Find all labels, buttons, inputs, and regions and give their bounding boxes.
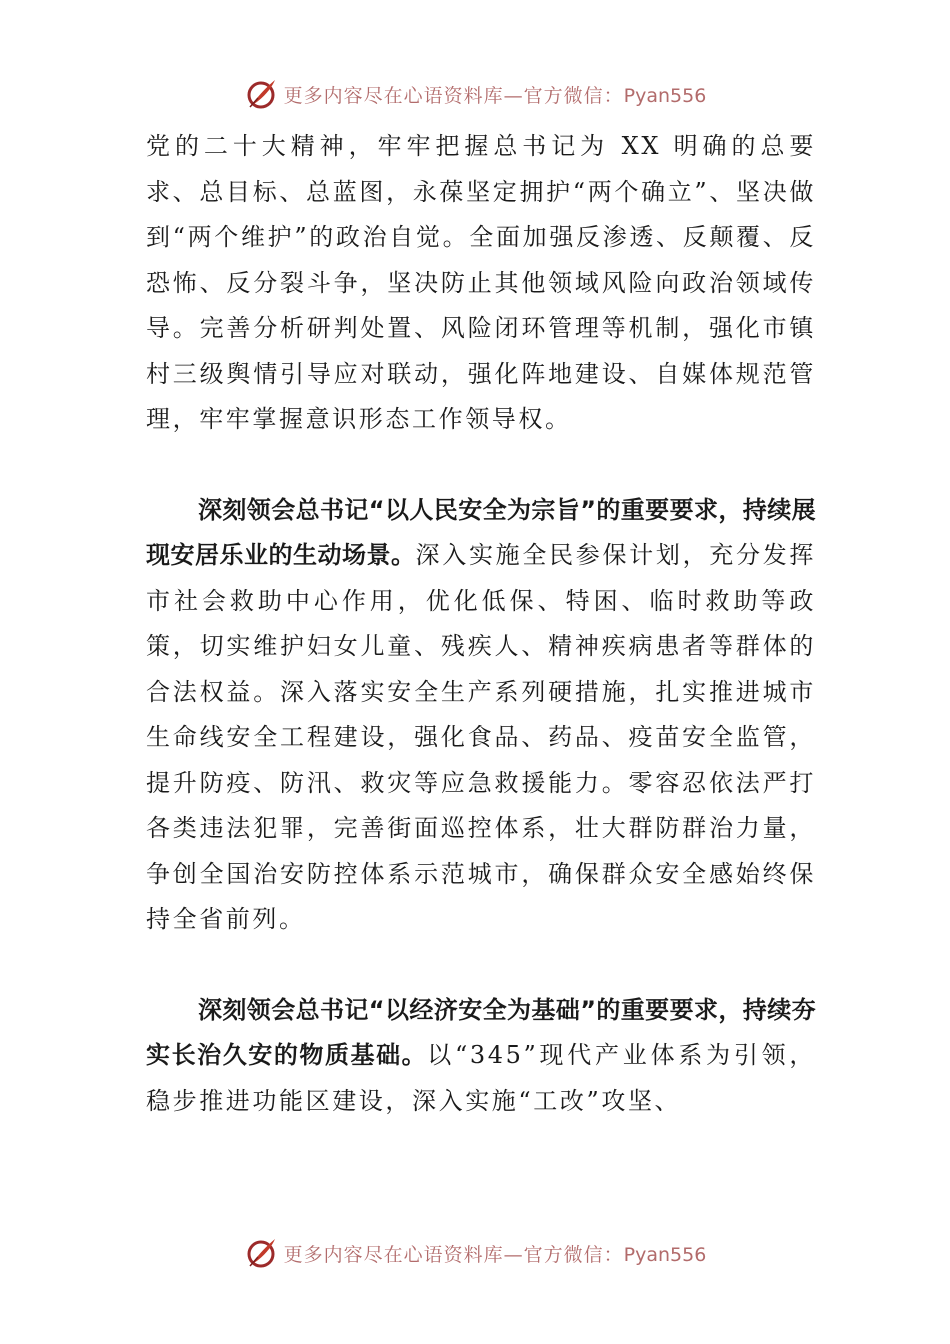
quill-pen-logo-icon <box>244 1236 278 1270</box>
paragraph-lead: 深刻领会总书记“以人民安全为宗旨”的重要要求，持续展现安居乐业的生动场景。 <box>146 495 816 569</box>
paragraph-body: 深入实施全民参保计划，充分发挥市社会救助中心作用，优化低保、特困、临时救助等政策，切实维护妇女儿童、残疾人、精神疾病患者等群体的合法权益。深入落实安全生产系列硬措施，扎实推进城市生命线安全工程建设，强化食品、药品、疫苗安全监管，提升防疫、防汛、救灾等应急救援能力。零容忍依法严打各类违法犯罪，完善街面巡控体系，壮大群防群治力量，争创全国治安防控体系示范城市，确保群众安全感始终保持全省前列。 <box>146 541 816 933</box>
header-watermark <box>0 74 950 114</box>
paragraph-people-security <box>146 488 816 943</box>
wechat-id: Pyan556 <box>623 84 707 107</box>
footer-watermark <box>0 1233 950 1273</box>
paragraph-body: 党的二十大精神，牢牢把握总书记为 XX 明确的总要求、总目标、总蓝图，永葆坚定拥护“两个确立”、坚决做到“两个维护”的政治自觉。全面加强反渗透、反颠覆、反恐怖、反分裂斗争，坚决防止其他领域风险向政治领域传导。完善分析研判处置、风险闭环管理等机制，强化市镇村三级舆情引导应对联动，强化阵地建设、自媒体规范管理，牢牢掌握意识形态工作领导权。 <box>146 132 816 433</box>
watermark-text: 更多内容尽在心语资料库—官方微信：Pyan556 <box>283 1243 707 1266</box>
wechat-id: Pyan556 <box>623 1243 707 1266</box>
quill-pen-logo-icon <box>244 77 278 111</box>
document-body <box>146 124 816 1124</box>
paragraph-lead: 深刻领会总书记“以经济安全为基础”的重要要求，持续夯实长治久安的物质基础。 <box>146 995 816 1069</box>
watermark-text: 更多内容尽在心语资料库—官方微信：Pyan556 <box>283 84 707 107</box>
paragraph-continued <box>146 124 816 443</box>
paragraph-body: 以“345”现代产业体系为引领，稳步推进功能区建设，深入实施“工改”攻坚、 <box>146 1041 817 1115</box>
paragraph-economic-security <box>146 988 816 1125</box>
